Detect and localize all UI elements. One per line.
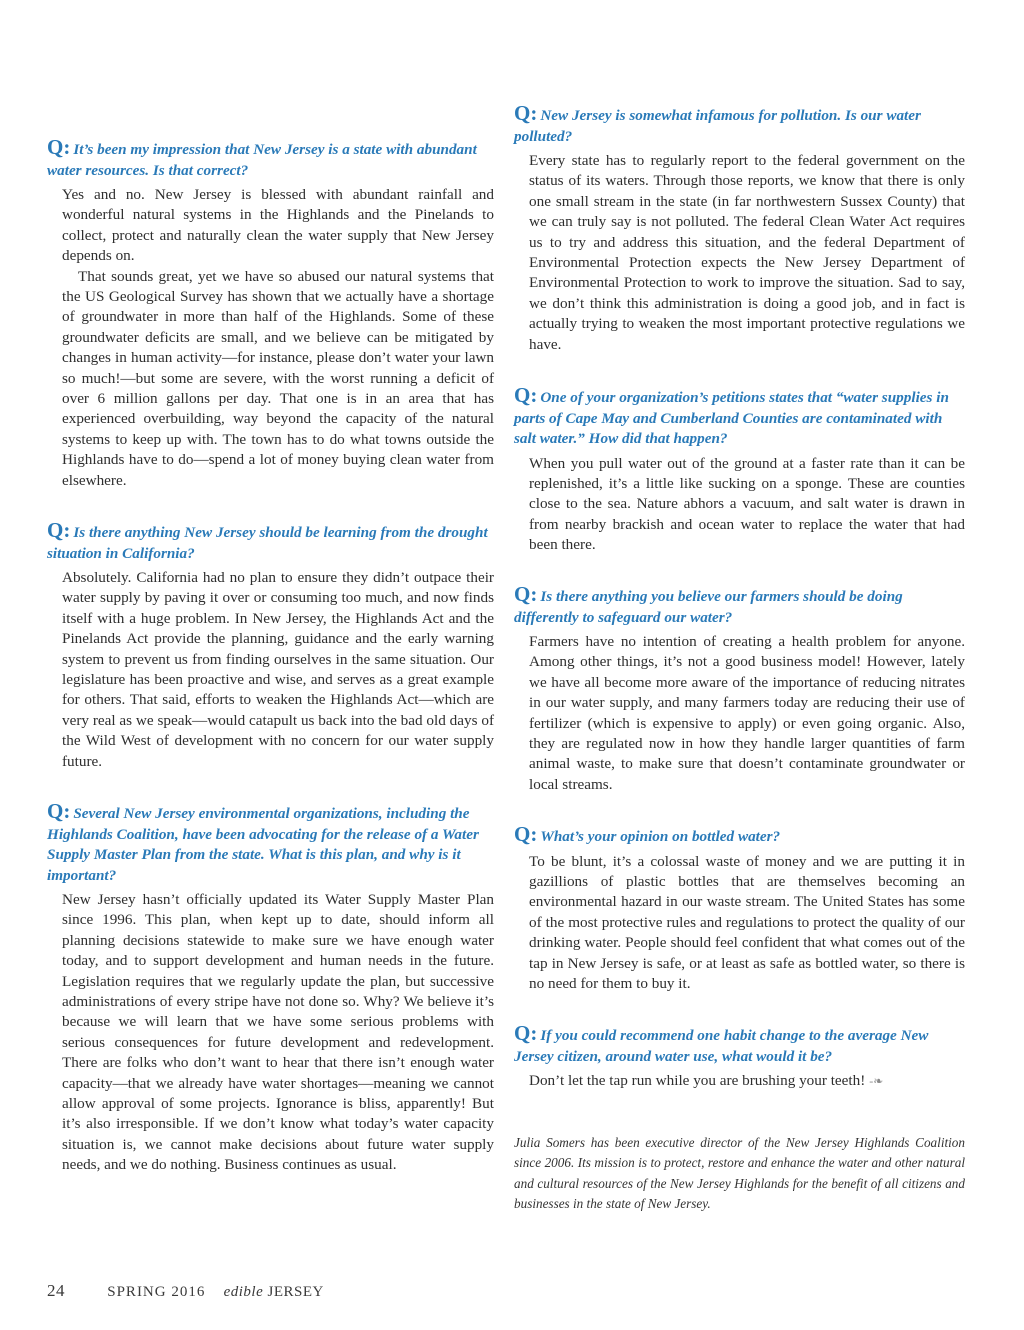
question (514, 103, 965, 147)
answer-paragraph: To be blunt, it’s a colossal waste of money and we are putting it in gazillions of plastic bottles that are themselves becoming an environmental hazard in our waste stream. The United States has some of the most protective rules and regulations to protect the quality of our drinking water. People should feel confident that what comes out of the tap in New Jersey is safe, or at least as safe as bottled water, so there is no need for them to buy it. (529, 852, 965, 992)
question-text: If you could recommend one habit change to the average New Jersey citizen, around water use, what would it be? (514, 1027, 929, 1065)
qa-block (514, 584, 965, 795)
question-text: New Jersey is somewhat infamous for pollution. Is our water polluted? (514, 107, 921, 145)
answer-paragraph: Farmers have no intention of creating a health problem for anyone. Among other things, it’s not a good business model! However, lately we have all become more aware of the importance of reducing nitrates in our water supply, and many farmers today are reducing their use of fertilizer (which is expensive to apply) or even going organic. Also, they are regulated now in how they handle larger quantities of farm animal waste, to make sure that doesn’t contaminate groundwater or local streams. (529, 633, 965, 793)
question-text: Is there anything you believe our farmers should be doing differently to safeguard our water? (514, 588, 903, 626)
answer (529, 1071, 965, 1091)
q-marker: Q: (514, 1021, 538, 1045)
answer-paragraph: That sounds great, yet we have so abused our natural systems that the US Geological Survey has shown that we actually have a shortage of groundwater in more than half of the Highlands. Some of these groundwater deficits are small, and we believe can be mitigated by changes in human activity—for instance, please don’t water your lawn so much!—but some are severe, with the worst running a deficit of over 6 million gallons per day. That one is in an area that has experienced overbuilding, way beyond the capacity of the natural systems to keep up with. The town has to do what towns outside the Highlands have to do—spend a lot of money buying clean water from elsewhere. (62, 267, 494, 489)
answer-paragraph: When you pull water out of the ground at a faster rate than it can be replenished, it’s a little like sucking on a sponge. These are counties close to the sea. Nature abhors a vacuum, and salt water is drawn in from nearby brackish and ocean water to replace the water that had been there. (529, 454, 965, 554)
question-text: It’s been my impression that New Jersey is a state with abundant water resources. Is that correct? (47, 141, 477, 179)
question (514, 584, 965, 628)
magazine-italic: edible (223, 1284, 264, 1300)
answer (62, 185, 494, 491)
question (47, 801, 494, 886)
answer-paragraph (529, 1071, 965, 1091)
q-marker: Q: (514, 101, 538, 125)
answer (529, 852, 965, 995)
answer (62, 568, 494, 772)
answer (529, 151, 965, 355)
answer-paragraph: Yes and no. New Jersey is blessed with abundant rainfall and wonderful natural systems in the Highlands and the Pinelands to collect, protect and naturally clean the water supply that New Jersey depends on. (62, 186, 494, 265)
qa-block (514, 1023, 965, 1091)
author-bio: Julia Somers has been executive director of the New Jersey Highlands Coalition since 2006. Its mission is to protect, restore and enhance the water and other natural and cultural resources of the New Jersey Highlands for the benefit of all citizens and businesses in the state of New Jersey. (514, 1135, 965, 1211)
question (514, 824, 965, 848)
q-marker: Q: (514, 582, 538, 606)
qa-block (514, 824, 965, 994)
answer-text: Don’t let the tap run while you are brushing your teeth! (529, 1072, 866, 1089)
qa-block (514, 103, 965, 355)
answer (529, 454, 965, 556)
question (514, 1023, 965, 1067)
page-footer (47, 1281, 324, 1301)
question-text: Is there anything New Jersey should be learning from the drought situation in California? (47, 524, 488, 562)
answer-paragraph: Every state has to regularly report to the federal government on the status of its waters. Through those reports, we know that there is only one small stream in the state (in far northwestern Sussex County) that we can truly say is not polluted. The federal Clean Water Act requires us to try and address this situation, and the federal Department of Environmental Protection expects the New Jersey Department of Environmental Protection to work to improve the situation. Sad to say, we don’t think this administration is doing a good job, and in fact is actually trying to weaken the most important protective regulations we have. (529, 152, 965, 353)
magazine-name: JERSEY (267, 1284, 324, 1300)
qa-block (47, 137, 494, 491)
question-text: What’s your opinion on bottled water? (540, 828, 781, 845)
question (514, 385, 965, 450)
question (47, 520, 494, 564)
question-text: Several New Jersey environmental organizations, including the Highlands Coalition, have been advocating for the release of a Water Supply Master Plan from the state. What is this plan, and why is it important? (47, 805, 479, 884)
question (47, 137, 494, 181)
qa-block (47, 801, 494, 1176)
answer (62, 890, 494, 1176)
q-marker: Q: (47, 799, 71, 823)
q-marker: Q: (514, 383, 538, 407)
end-mark-icon: -❧ (869, 1074, 884, 1088)
q-marker: Q: (47, 135, 71, 159)
answer-paragraph: New Jersey hasn’t officially updated its Water Supply Master Plan since 1996. This plan, when kept up to date, should inform all planning decisions statewide to make sure we have enough water today, and to support development and human needs in the future. Legislation requires that we regularly update the plan, but successive administrations of every stripe have not done so. Why? We believe it’s because we will learn that we have some serious problems with serious consequences for future development and redevelopment. There are folks who don’t want to hear that there isn’t enough water capacity—that we already have water shortages—meaning we cannot allow approval of some projects. Ignorance is bliss, apparently! But it’s also irresponsible. If we don’t know what today’s water capacity situation is, we cannot make decisions about future water supply needs, and we do nothing. Business continues as usual. (62, 891, 494, 1174)
answer (529, 632, 965, 795)
q-marker: Q: (514, 822, 538, 846)
qa-block (47, 520, 494, 772)
q-marker: Q: (47, 518, 71, 542)
answer-paragraph: Absolutely. California had no plan to ensure they didn’t outpace their water supply by paving it over or consuming too much, and now finds itself with a huge problem. In New Jersey, the Highlands Act and the Pinelands Act provide the planning, guidance and the early warning system to prevent us from finding ourselves in the same situation. Our legislature has been proactive and wise, and serves as a great example for others. That said, efforts to weaken the Highlands Act—which are very real as we speak—would catapult us back into the bad old days of the Wild West of development with no concern for our water supply future. (62, 569, 494, 770)
page-number: 24 (47, 1281, 65, 1300)
question-text: One of your organization’s petitions states that “water supplies in parts of Cape May and Cumberland Counties are contaminated with salt water.” How did that happen? (514, 389, 949, 447)
qa-block (514, 385, 965, 556)
issue-season: SPRING 2016 (107, 1284, 206, 1300)
